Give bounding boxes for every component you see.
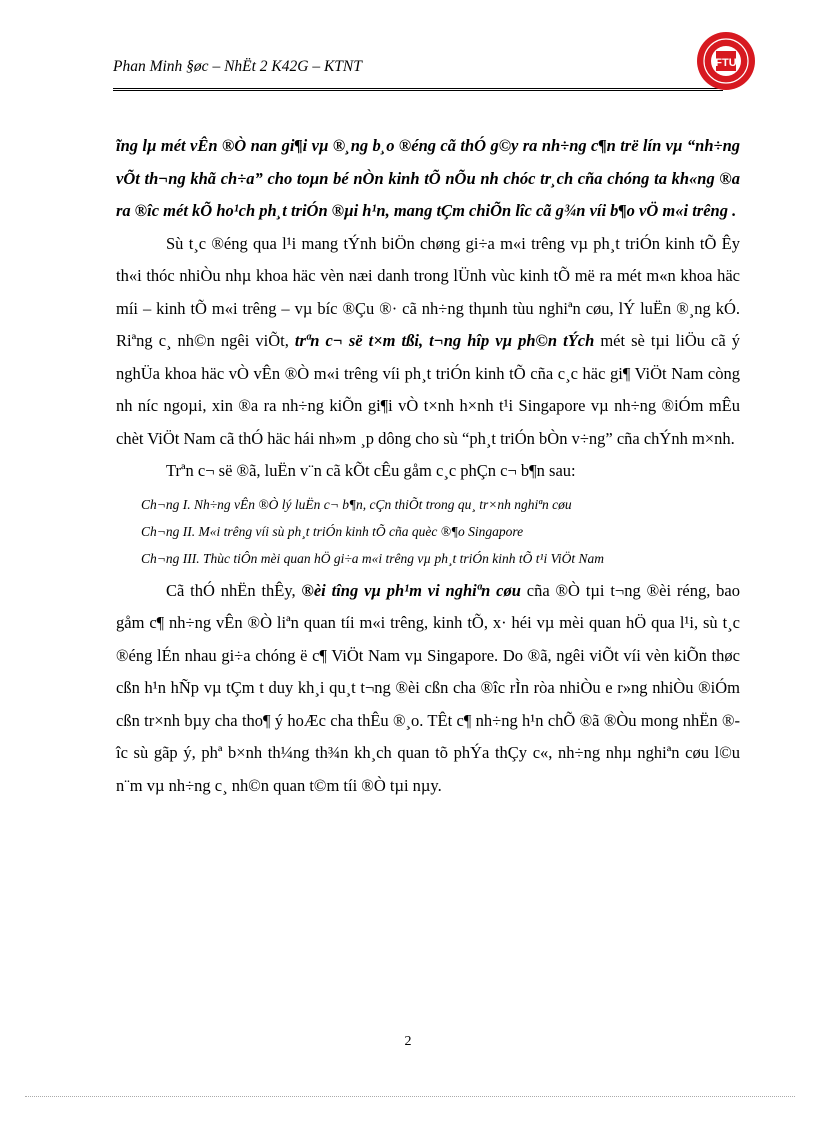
paragraph-method-text-a: Sù t¸c ®éng qua l¹i mang tÝnh biÖn chøng gi÷a m«i trêng vµ ph¸t triÓn kinh tÕ Êy th«i thóc nhiÒu nhµ khoa häc vèn næi danh trong lÜnh vùc kinh tÕ më ra mét m«n khoa häc míi – kinh tÕ m«i trêng – vµ bíc ®Çu ®· cã nh÷ng thµnh tùu nghiªn cøu, lÝ luËn ®¸ng kÓ. Riªng c¸ nh©n ngêi viÕt, [116,233,740,350]
page-number: 2 [404,1034,412,1049]
paragraph-scope-emphasis: ®èi tîng vµ ph¹m vi nghiªn cøu [301,580,521,600]
chapter-list [141,491,740,572]
page-header [113,56,703,78]
main-content [116,130,740,802]
university-logo [696,31,756,91]
chapter-item: Ch¬ng II. M«i trêng víi sù ph¸t triÓn kinh tÕ cña quèc ®¶o Singapore [141,523,524,539]
chapter-item: Ch¬ng III. Thùc tiÔn mèi quan hÖ gi÷a m«i trêng vµ ph¸t triÓn kinh tÕ t¹i ViÖt Nam [141,550,605,566]
paragraph-scope-text-a: Cã thÓ nhËn thÊy, [166,580,302,600]
paragraph-method [116,228,740,456]
paragraph-intro: ĩng lµ mét vÊn ®Ò nan gi¶i vµ ®¸ng b¸o ®éng cã thÓ g©y ra nh÷ng c¶n trë lín vµ “nh÷ng vÕt th¬ng khã ch÷a” cho toµn bé nÒn kinh tÕ nÕu nh chóc tr¸ch cña chóng ta kh«ng ®a ra ®îc mét kÕ ho¹ch ph¸t triÓn ®µi h¹n, mang tÇm chiÕn lîc cã g¾n víi b¶o vÖ m«i trêng . [116,136,740,220]
logo-text: FTU [715,57,737,69]
paragraph-scope-text-b: cña ®Ò tµi t¬ng ®èi réng, bao gåm c¶ nh÷ng vÊn ®Ò liªn quan tíi m«i trêng, kinh tÕ, x· héi vµ mèi quan hÖ qua l¹i, sù t¸c ®éng lÉn nhau gi÷a chóng ë c¶ ViÖt Nam vµ Singapore. Do ®ã, ngêi viÕt víi vèn kiÕn thøc cßn h¹n hÑp vµ tÇm t duy kh¸i qu¸t t¬ng ®èi cßn cha ®îc rÌn ròa nhiÒu e r»ng nhiÒu ®iÓm cßn tr×nh bµy cha tho¶ ý hoÆc cha thÊu ®¸o. TÊt c¶ nh÷ng h¹n chÕ ®ã ®Òu mong nhËn ®îc sù gãp ý, phª b×nh th¼ng th¾n kh¸ch quan tõ phÝa thÇy c«, nh÷ng nhµ nghiªn cøu l©u n¨m vµ nh÷ng c¸ nh©n quan t©m tíi ®Ò tµi nµy. [116,580,741,795]
footer-rule [25,1096,795,1097]
chapter-item: Ch¬ng I. Nh÷ng vÊn ®Ò lý luËn c¬ b¶n, cÇn thiÕt trong qu¸ tr×nh nghiªn cøu [141,496,572,512]
paragraph-method-emphasis: trªn c¬ së t×m tßi, t¬ng hîp vµ ph©n tÝch [294,331,595,350]
paragraph-scope [116,575,740,803]
paragraph-method-text-b: mét sè tµi liÖu cã ý nghÜa khoa häc vÒ vÊn ®Ò m«i trêng víi ph¸t triÓn kinh tÕ cña c¸c häc gi¶ ViÖt Nam còng nh níc ngoµi, xin ®a ra nh÷ng kiÕn gi¶i vÒ t×nh h×nh t¹i Singapore vµ nh÷ng ®iÓm mÊu chèt ViÖt Nam cã thÓ häc hái nh»m ¸p dông cho sù “ph¸t triÓn bÒn v÷ng” cña chÝnh m×nh. [116,331,740,448]
header-title: Phan Minh §øc – NhËt 2 K42G – KTNT [113,58,362,75]
header-rule [113,88,723,91]
paragraph-structure: Trªn c¬ së ®ã, luËn v¨n cã kÕt cÊu gåm c¸c phÇn c¬ b¶n sau: [166,461,576,480]
